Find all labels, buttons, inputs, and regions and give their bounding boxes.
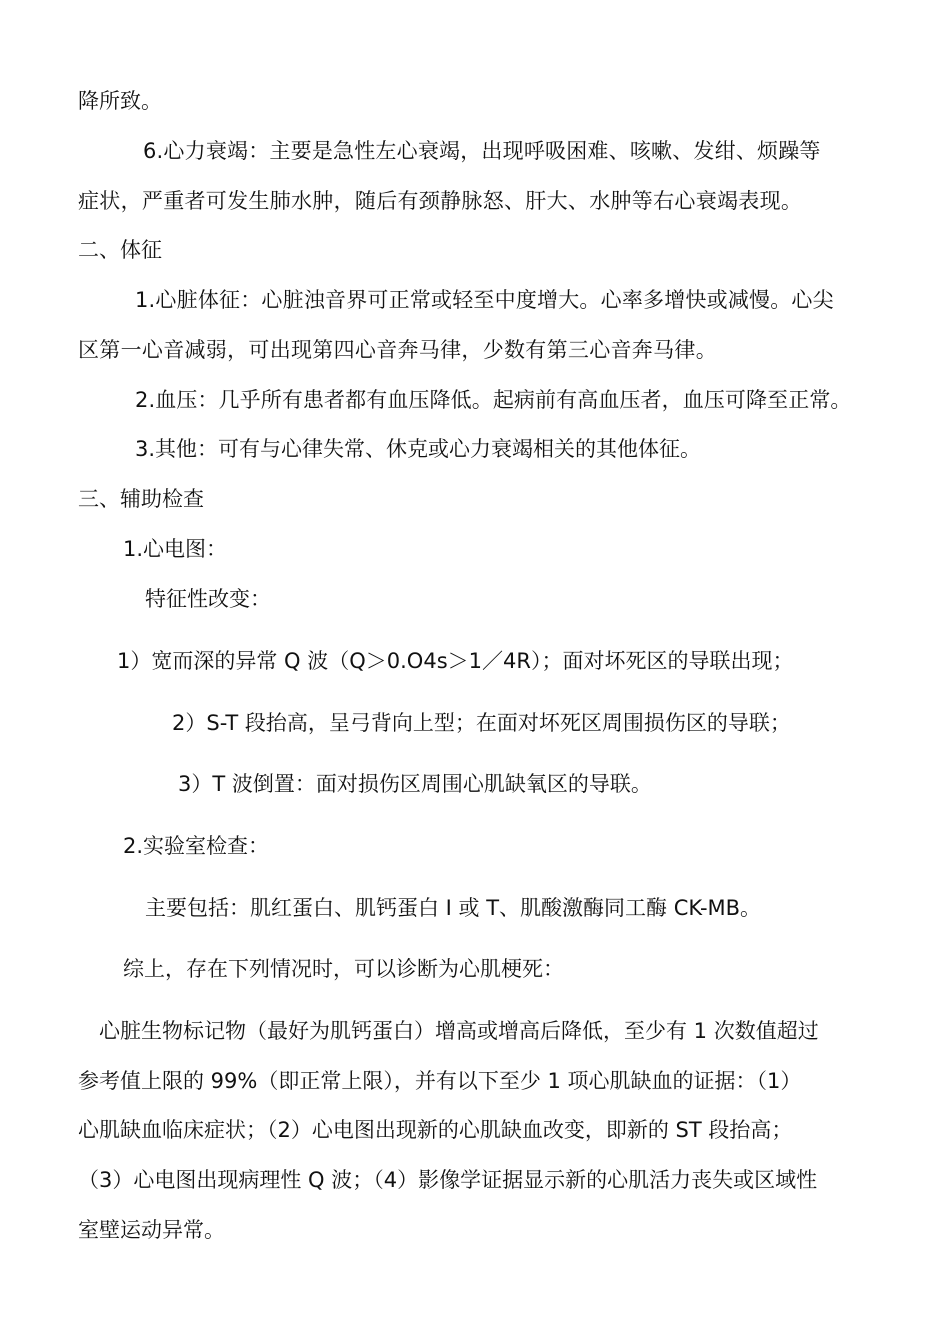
text-line: 2.血压：几乎所有患者都有血压降低。起病前有高血压者，血压可降至正常。 (135, 388, 852, 412)
section-heading: 二、体征 (78, 238, 162, 262)
text-line: 区第一心音减弱，可出现第四心音奔马律，少数有第三心音奔马律。 (78, 338, 717, 362)
text-line: 症状，严重者可发生肺水肿，随后有颈静脉怒、肝大、水肿等右心衰竭表现。 (78, 189, 803, 213)
text-line: 参考值上限的 99%（即正常上限），并有以下至少 1 项心肌缺血的证据：（1） (78, 1069, 802, 1093)
text-line: 3.其他：可有与心律失常、休克或心力衰竭相关的其他体征。 (135, 437, 702, 461)
text-line: 1.心脏体征：心脏浊音界可正常或轻至中度增大。心率多增快或减慢。心尖 (135, 288, 834, 312)
text-line: 室壁运动异常。 (78, 1218, 225, 1242)
text-line: （3）心电图出现病理性 Q 波；（4）影像学证据显示新的心肌活力丧失或区域性 (78, 1168, 818, 1192)
text-line: 心肌缺血临床症状；（2）心电图出现新的心肌缺血改变，即新的 ST 段抬高； (78, 1118, 793, 1142)
text-line: 6.心力衰竭：主要是急性左心衰竭，出现呼吸困难、咳嗽、发绀、烦躁等 (143, 139, 821, 163)
text-line: 主要包括：肌红蛋白、肌钙蛋白 I 或 T、肌酸激酶同工酶 CK-MB。 (145, 896, 762, 920)
text-line: 1.心电图： (123, 537, 228, 561)
section-heading: 三、辅助检查 (78, 487, 204, 511)
text-line: 心脏生物标记物（最好为肌钙蛋白）增高或增高后降低，至少有 1 次数值超过 (99, 1019, 819, 1043)
text-line: 特征性改变： (145, 587, 271, 611)
text-line: 降所致。 (78, 89, 162, 113)
text-line: 综上，存在下列情况时，可以诊断为心肌梗死： (123, 957, 564, 981)
text-line: 2.实验室检查： (123, 834, 270, 858)
text-line: 2）S-T 段抬高，呈弓背向上型；在面对坏死区周围损伤区的导联； (172, 711, 791, 735)
text-line: 3）T 波倒置：面对损伤区周围心肌缺氧区的导联。 (178, 772, 652, 796)
text-line: 1）宽而深的异常 Q 波（Q＞0.O4s＞1／4R）；面对坏死区的导联出现； (117, 649, 794, 673)
